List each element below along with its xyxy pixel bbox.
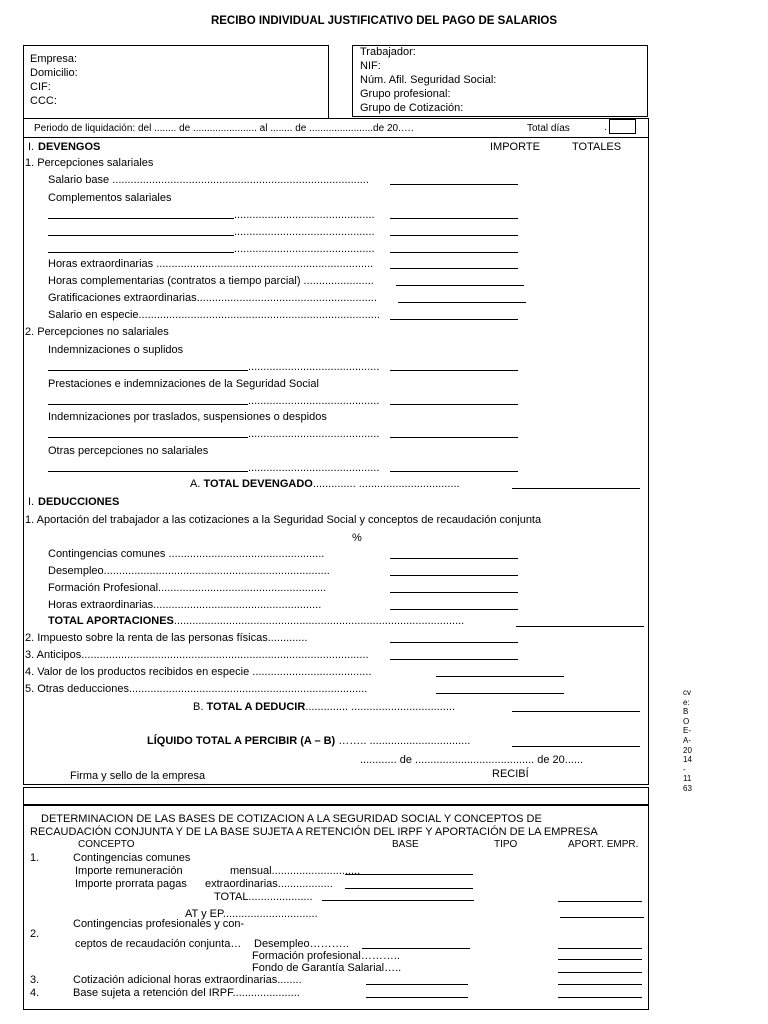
productos-especie: 4. Valor de los productos recibidos en especie ....................................... (25, 666, 372, 678)
side-code-line: 20 (683, 745, 692, 755)
separator-box (23, 787, 649, 805)
np-dots: ........................................... (248, 361, 380, 373)
tipo-header: TIPO (494, 839, 518, 850)
aport-empr-header: APORT. EMPR. (568, 839, 639, 850)
side-code-line: 11 (683, 774, 692, 784)
periodo-liquidacion: Periodo de liquidación: del ........ de ....................... al ........ de .......................de 20.…. (34, 123, 414, 134)
bases-n4: 4. (30, 987, 40, 999)
percepciones-salariales: 1. Percepciones salariales (25, 157, 154, 169)
total-dias-dot: . (604, 122, 607, 133)
side-code-line: cv (683, 688, 691, 697)
firma-empresa: Firma y sello de la empresa (70, 770, 206, 782)
total-devengado-row (190, 478, 460, 491)
side-code-line: 63 (683, 783, 692, 793)
mensual: mensual............................. (230, 865, 361, 877)
total-dias-box[interactable] (609, 119, 636, 134)
side-code-line: O (683, 716, 690, 726)
gratificaciones: Gratificaciones extraordinarias........................................................... (48, 292, 377, 304)
complemento-importe-line (390, 235, 518, 236)
liquido-line (512, 746, 640, 747)
empresa-label: Empresa: (30, 53, 78, 65)
liquido-label: LÍQUIDO TOTAL A PERCIBIR (A – B) (147, 735, 336, 747)
side-code-line: e: (683, 697, 690, 707)
at-ep: AT y EP............................... (185, 908, 318, 920)
liquido-dots: …….. ................................. (338, 735, 471, 747)
totales-header: TOTALES (572, 141, 622, 153)
total-devengado-dots: .............. ................................. (312, 478, 460, 490)
devengos-number: I. (28, 141, 35, 153)
trabajador-label: Trabajador: (360, 46, 416, 58)
importe-remuneracion: Importe remuneración (75, 865, 183, 877)
total-deducir-line (512, 711, 640, 712)
desempleo-line (390, 575, 518, 576)
page-title: RECIBO INDIVIDUAL JUSTIFICATIVO DEL PAGO DE SALARIOS (210, 15, 558, 27)
fogasa: Fondo de Garantía Salarial….. (252, 962, 402, 974)
complemento-line (48, 235, 234, 236)
percent-header: % (352, 532, 362, 544)
irpf-base-line (366, 997, 468, 998)
otras-deducciones: 5. Otras deducciones.............................................................................. (25, 683, 368, 695)
complemento-importe-line (390, 252, 518, 253)
deducciones-number: I. (28, 496, 35, 508)
otras-percepciones: Otras percepciones no salariales (48, 445, 209, 457)
grupo-profesional-label: Grupo profesional: (360, 88, 451, 100)
domicilio-label: Domicilio: (30, 67, 78, 79)
total-dias-label: Total días (527, 123, 570, 134)
total-deducir-label: TOTAL A DEDUCIR (206, 701, 306, 713)
salario-especie: Salario en especie............................................................................... (48, 309, 380, 321)
total-cc-aport-line (558, 901, 642, 902)
formacion-line (390, 592, 518, 593)
total-devengado-prefix: A. (190, 478, 201, 490)
contingencias-line (390, 558, 518, 559)
np-importe-line (390, 404, 518, 405)
np-line (48, 437, 248, 438)
complemento-importe-line (390, 218, 518, 219)
horas-extra-line (390, 268, 518, 269)
bases-title-line2: RECAUDACIÓN CONJUNTA Y DE LA BASE SUJETA A RETENCIÓN DEL IRPF Y APORTACIÓN DE LA EMPRESA (30, 826, 598, 838)
otras-deducciones-line (436, 693, 564, 694)
nif-label: NIF: (360, 60, 381, 72)
importe-header: IMPORTE (490, 141, 540, 153)
side-code-line: - (683, 764, 686, 774)
importe-prorrata: Importe prorrata pagas (75, 878, 187, 890)
liquido-row (147, 735, 470, 748)
total-devengado-line (512, 488, 640, 489)
devengos-heading: DEVENGOS (38, 141, 101, 153)
total-aportaciones-dots: ............................................................................................... (173, 615, 465, 627)
anticipos-line (390, 659, 518, 660)
bases-title-line1: DETERMINACION DE LAS BASES DE COTIZACION A LA SEGURIDAD SOCIAL Y CONCEPTOS DE (41, 813, 542, 825)
bases-n1: 1. (30, 852, 40, 864)
bases-n3: 3. (30, 974, 40, 986)
total-cc-line (322, 900, 474, 901)
contingencias-comunes: Contingencias comunes ................................................... (48, 548, 325, 560)
total-deducir-dots: .............. .................................. (305, 701, 456, 713)
formacion-profesional-b: Formación profesional……….. (252, 950, 400, 962)
horas-ded-line (390, 609, 518, 610)
productos-line (436, 676, 564, 677)
complemento-line (48, 252, 234, 253)
extraordinarias: extraordinarias.................. (205, 878, 333, 890)
total-deducir-row (193, 701, 455, 714)
irpf-line (390, 642, 518, 643)
horas-extraordinarias-ded: Horas extraordinarias....................................................... (48, 599, 322, 611)
base-irpf: Base sujeta a retención del IRPF...................... (73, 987, 300, 999)
side-code-line: B (683, 707, 689, 717)
np-line (48, 471, 248, 472)
total-aportaciones-label: TOTAL APORTACIONES (48, 615, 174, 627)
cif-label: CIF: (30, 81, 51, 93)
salario-base: Salario base .................................................................................... (48, 174, 369, 186)
horas-compl-line (396, 285, 524, 286)
np-dots: ........................................... (248, 395, 380, 407)
adicional-aport-line (558, 984, 642, 985)
np-dots: ........................................... (248, 428, 380, 440)
side-code (683, 688, 692, 794)
formacion-aport-line (558, 959, 642, 960)
ceptos-recaudacion: ceptos de recaudación conjunta… (75, 938, 242, 950)
indemnizaciones-suplidos: Indemnizaciones o suplidos (48, 344, 184, 356)
complemento-dots: .............................................. (234, 243, 375, 255)
percepciones-no-salariales: 2. Percepciones no salariales (25, 326, 169, 338)
desempleo-b-line (362, 948, 470, 949)
fecha-linea: ............ de ....................................... de 20...... (360, 754, 584, 766)
desempleo-aport-line (558, 948, 642, 949)
concepto-header: CONCEPTO (78, 839, 135, 850)
desempleo-b: Desempleo……….. (254, 938, 349, 950)
salario-base-line (390, 184, 518, 185)
periodo-divider (23, 137, 649, 138)
np-importe-line (390, 437, 518, 438)
grupo-cotizacion-label: Grupo de Cotización: (360, 102, 464, 114)
complementos-salariales: Complementos salariales (48, 192, 172, 204)
horas-extraordinarias: Horas extraordinarias ....................................................................... (48, 258, 374, 270)
afiliacion-label: Núm. Afil. Seguridad Social: (360, 74, 497, 86)
complemento-line (48, 218, 234, 219)
gratificaciones-line (398, 302, 526, 303)
total-cc: TOTAL..................... (214, 891, 313, 903)
total-deducir-prefix: B. (193, 701, 204, 713)
cotizacion-adicional: Cotización adicional horas extraordinarias........ (73, 974, 302, 986)
anticipos: 3. Anticipos.............................................................................................. (25, 649, 369, 661)
contingencias-comunes-b: Contingencias comunes (73, 852, 191, 864)
desempleo: Desempleo.......................................................................... (48, 565, 330, 577)
extra-line (345, 888, 473, 889)
base-header: BASE (392, 839, 419, 850)
adicional-base-line (366, 984, 468, 985)
indemnizaciones-traslados: Indemnizaciones por traslados, suspensiones o despidos (48, 411, 327, 423)
salario-especie-line (390, 319, 518, 320)
deducciones-heading: DEDUCCIONES (38, 496, 120, 508)
np-line (48, 404, 248, 405)
fogasa-aport-line (558, 972, 642, 973)
np-dots: ........................................... (248, 462, 380, 474)
ccc-label: CCC: (30, 95, 57, 107)
contingencias-profesionales: Contingencias profesionales y con- (73, 918, 245, 930)
total-devengado-label: TOTAL DEVENGADO (203, 478, 313, 490)
np-importe-line (390, 471, 518, 472)
total-aportaciones-row (48, 615, 464, 628)
irpf: 2. Impuesto sobre la renta de las personas físicas............. (25, 632, 308, 644)
side-code-line: 14 (683, 755, 692, 765)
horas-complementarias: Horas complementarias (contratos a tiempo parcial) ....................... (48, 275, 374, 287)
side-code-line: E- (683, 726, 691, 736)
aportacion-trabajador: 1. Aportación del trabajador a las cotizaciones a la Seguridad Social y conceptos de recaudación conjunta (25, 514, 542, 526)
bases-n2: 2. (30, 928, 40, 940)
at-ep-aport-line (560, 917, 644, 918)
complemento-dots: .............................................. (234, 209, 375, 221)
total-aportaciones-line (516, 626, 644, 627)
formacion-profesional: Formación Profesional....................................................... (48, 582, 327, 594)
prestaciones-ss: Prestaciones e indemnizaciones de la Seguridad Social (48, 378, 319, 390)
mensual-line (345, 874, 473, 875)
side-code-line: A- (683, 735, 691, 745)
np-importe-line (390, 370, 518, 371)
complemento-dots: .............................................. (234, 226, 375, 238)
recibi: RECIBÍ (492, 768, 529, 780)
np-line (48, 370, 248, 371)
irpf-aport-line (558, 997, 642, 998)
